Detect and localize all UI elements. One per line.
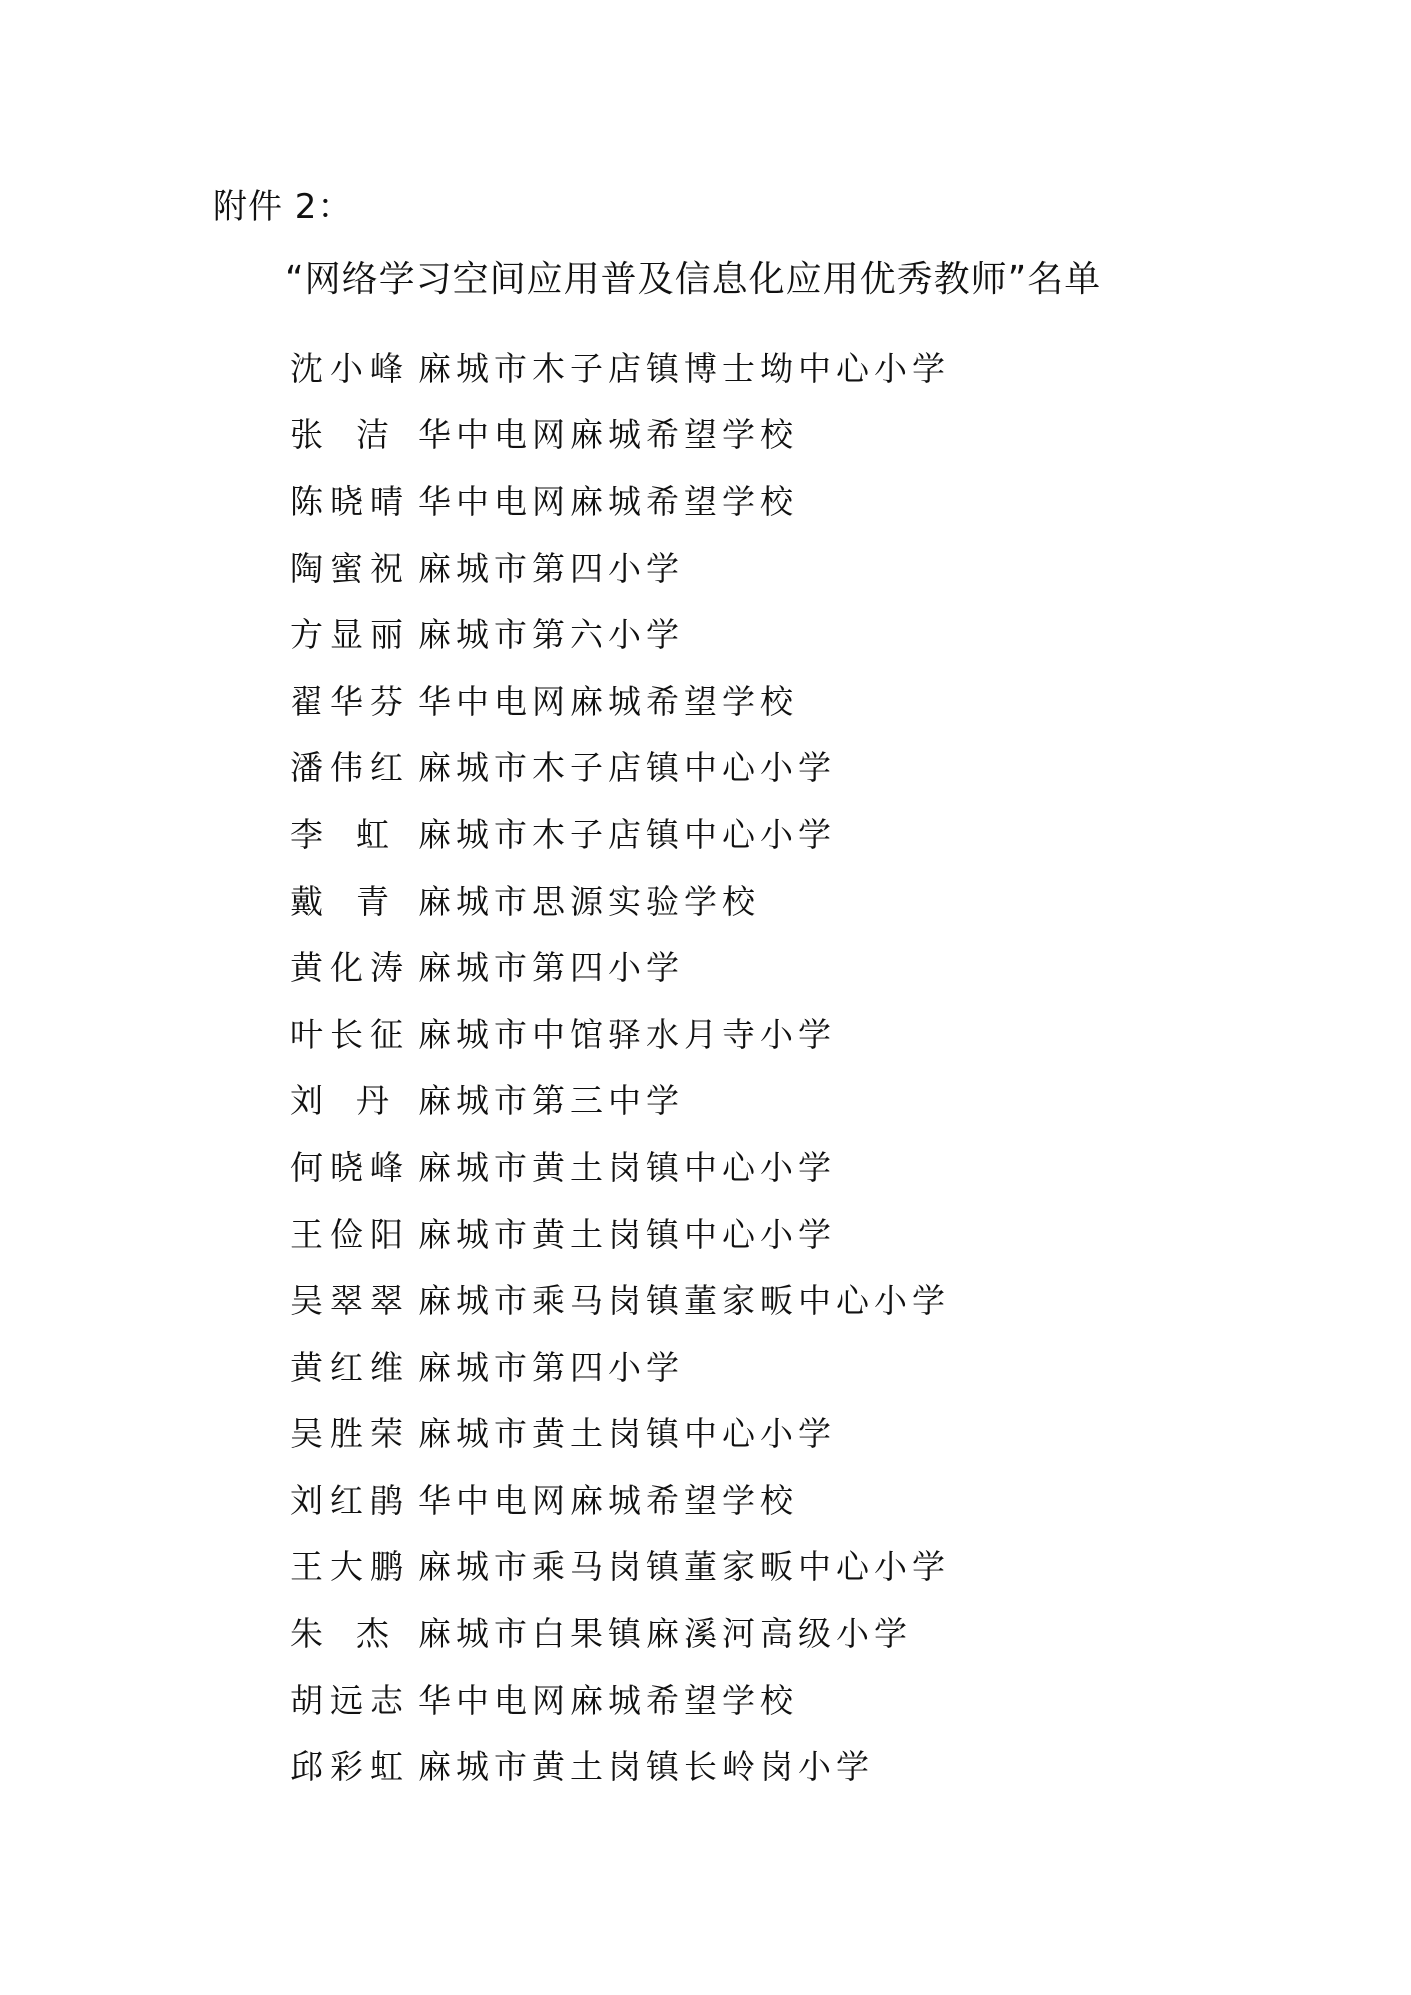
teacher-school: 麻城市黄土岗镇长岭岗小学	[418, 1747, 874, 1787]
teacher-school: 麻城市黄土岗镇中心小学	[418, 1214, 836, 1254]
teacher-row	[290, 1199, 950, 1266]
attachment-label: 附件 2：	[213, 187, 353, 227]
teacher-school: 麻城市第四小学	[418, 548, 684, 588]
teacher-school: 麻城市乘马岗镇董家畈中心小学	[418, 1547, 950, 1587]
teacher-row	[290, 1066, 950, 1133]
teacher-name: 沈小峰	[290, 348, 410, 388]
teacher-name: 王俭阳	[290, 1214, 410, 1254]
teacher-row	[290, 866, 950, 933]
teacher-row	[290, 932, 950, 999]
teacher-name: 潘伟红	[290, 748, 410, 788]
teacher-name: 陶蜜祝	[290, 548, 410, 588]
teacher-row	[290, 1465, 950, 1532]
teacher-name: 吴翠翠	[290, 1281, 410, 1321]
teacher-name: 黄红维	[290, 1347, 410, 1387]
teacher-name: 邱彩虹	[290, 1747, 410, 1787]
teacher-row	[290, 999, 950, 1066]
teacher-row	[290, 1132, 950, 1199]
teacher-school: 麻城市乘马岗镇董家畈中心小学	[418, 1281, 950, 1321]
teacher-row	[290, 466, 950, 533]
teacher-school: 麻城市第四小学	[418, 1347, 684, 1387]
teacher-school: 华中电网麻城希望学校	[418, 415, 798, 455]
teacher-row	[290, 1731, 950, 1798]
teacher-name: 叶长征	[290, 1014, 410, 1054]
teacher-name: 戴 青	[290, 881, 389, 921]
teacher-name: 李 虹	[290, 814, 389, 854]
document-title: “网络学习空间应用普及信息化应用优秀教师”名单	[285, 259, 1102, 300]
teacher-name: 刘红鹃	[290, 1480, 410, 1520]
teacher-row	[290, 533, 950, 600]
teacher-school: 华中电网麻城希望学校	[418, 681, 798, 721]
teacher-school: 麻城市黄土岗镇中心小学	[418, 1414, 836, 1454]
teacher-name: 翟华芬	[290, 681, 410, 721]
teacher-name: 刘 丹	[290, 1081, 389, 1121]
teacher-row	[290, 1665, 950, 1732]
teacher-row	[290, 333, 950, 400]
teacher-name: 张 洁	[290, 415, 389, 455]
teacher-row	[290, 1399, 950, 1466]
teacher-row	[290, 1532, 950, 1599]
teacher-name: 王大鹏	[290, 1547, 410, 1587]
teacher-school: 麻城市黄土岗镇中心小学	[418, 1147, 836, 1187]
teacher-name: 吴胜荣	[290, 1414, 410, 1454]
teacher-name: 黄化涛	[290, 948, 410, 988]
teacher-school: 麻城市木子店镇中心小学	[418, 814, 836, 854]
teacher-row	[290, 599, 950, 666]
teacher-row	[290, 1332, 950, 1399]
teacher-school: 华中电网麻城希望学校	[418, 1480, 798, 1520]
teacher-row	[290, 1598, 950, 1665]
teacher-name: 朱 杰	[290, 1614, 389, 1654]
teacher-name: 胡远志	[290, 1680, 410, 1720]
teacher-school: 麻城市木子店镇中心小学	[418, 748, 836, 788]
teacher-school: 华中电网麻城希望学校	[418, 481, 798, 521]
teacher-school: 华中电网麻城希望学校	[418, 1680, 798, 1720]
teacher-row	[290, 799, 950, 866]
teacher-row	[290, 400, 950, 467]
teacher-name: 陈晓晴	[290, 481, 410, 521]
teacher-row	[290, 666, 950, 733]
teacher-school: 麻城市木子店镇博士坳中心小学	[418, 348, 950, 388]
teacher-school: 麻城市第六小学	[418, 615, 684, 655]
teacher-name: 何晓峰	[290, 1147, 410, 1187]
teacher-list	[290, 333, 950, 1798]
teacher-row	[290, 1265, 950, 1332]
teacher-school: 麻城市中馆驿水月寺小学	[418, 1014, 836, 1054]
teacher-name: 方显丽	[290, 615, 410, 655]
teacher-school: 麻城市白果镇麻溪河高级小学	[418, 1614, 912, 1654]
teacher-school: 麻城市第四小学	[418, 948, 684, 988]
teacher-school: 麻城市第三中学	[418, 1081, 684, 1121]
teacher-school: 麻城市思源实验学校	[418, 881, 760, 921]
teacher-row	[290, 733, 950, 800]
